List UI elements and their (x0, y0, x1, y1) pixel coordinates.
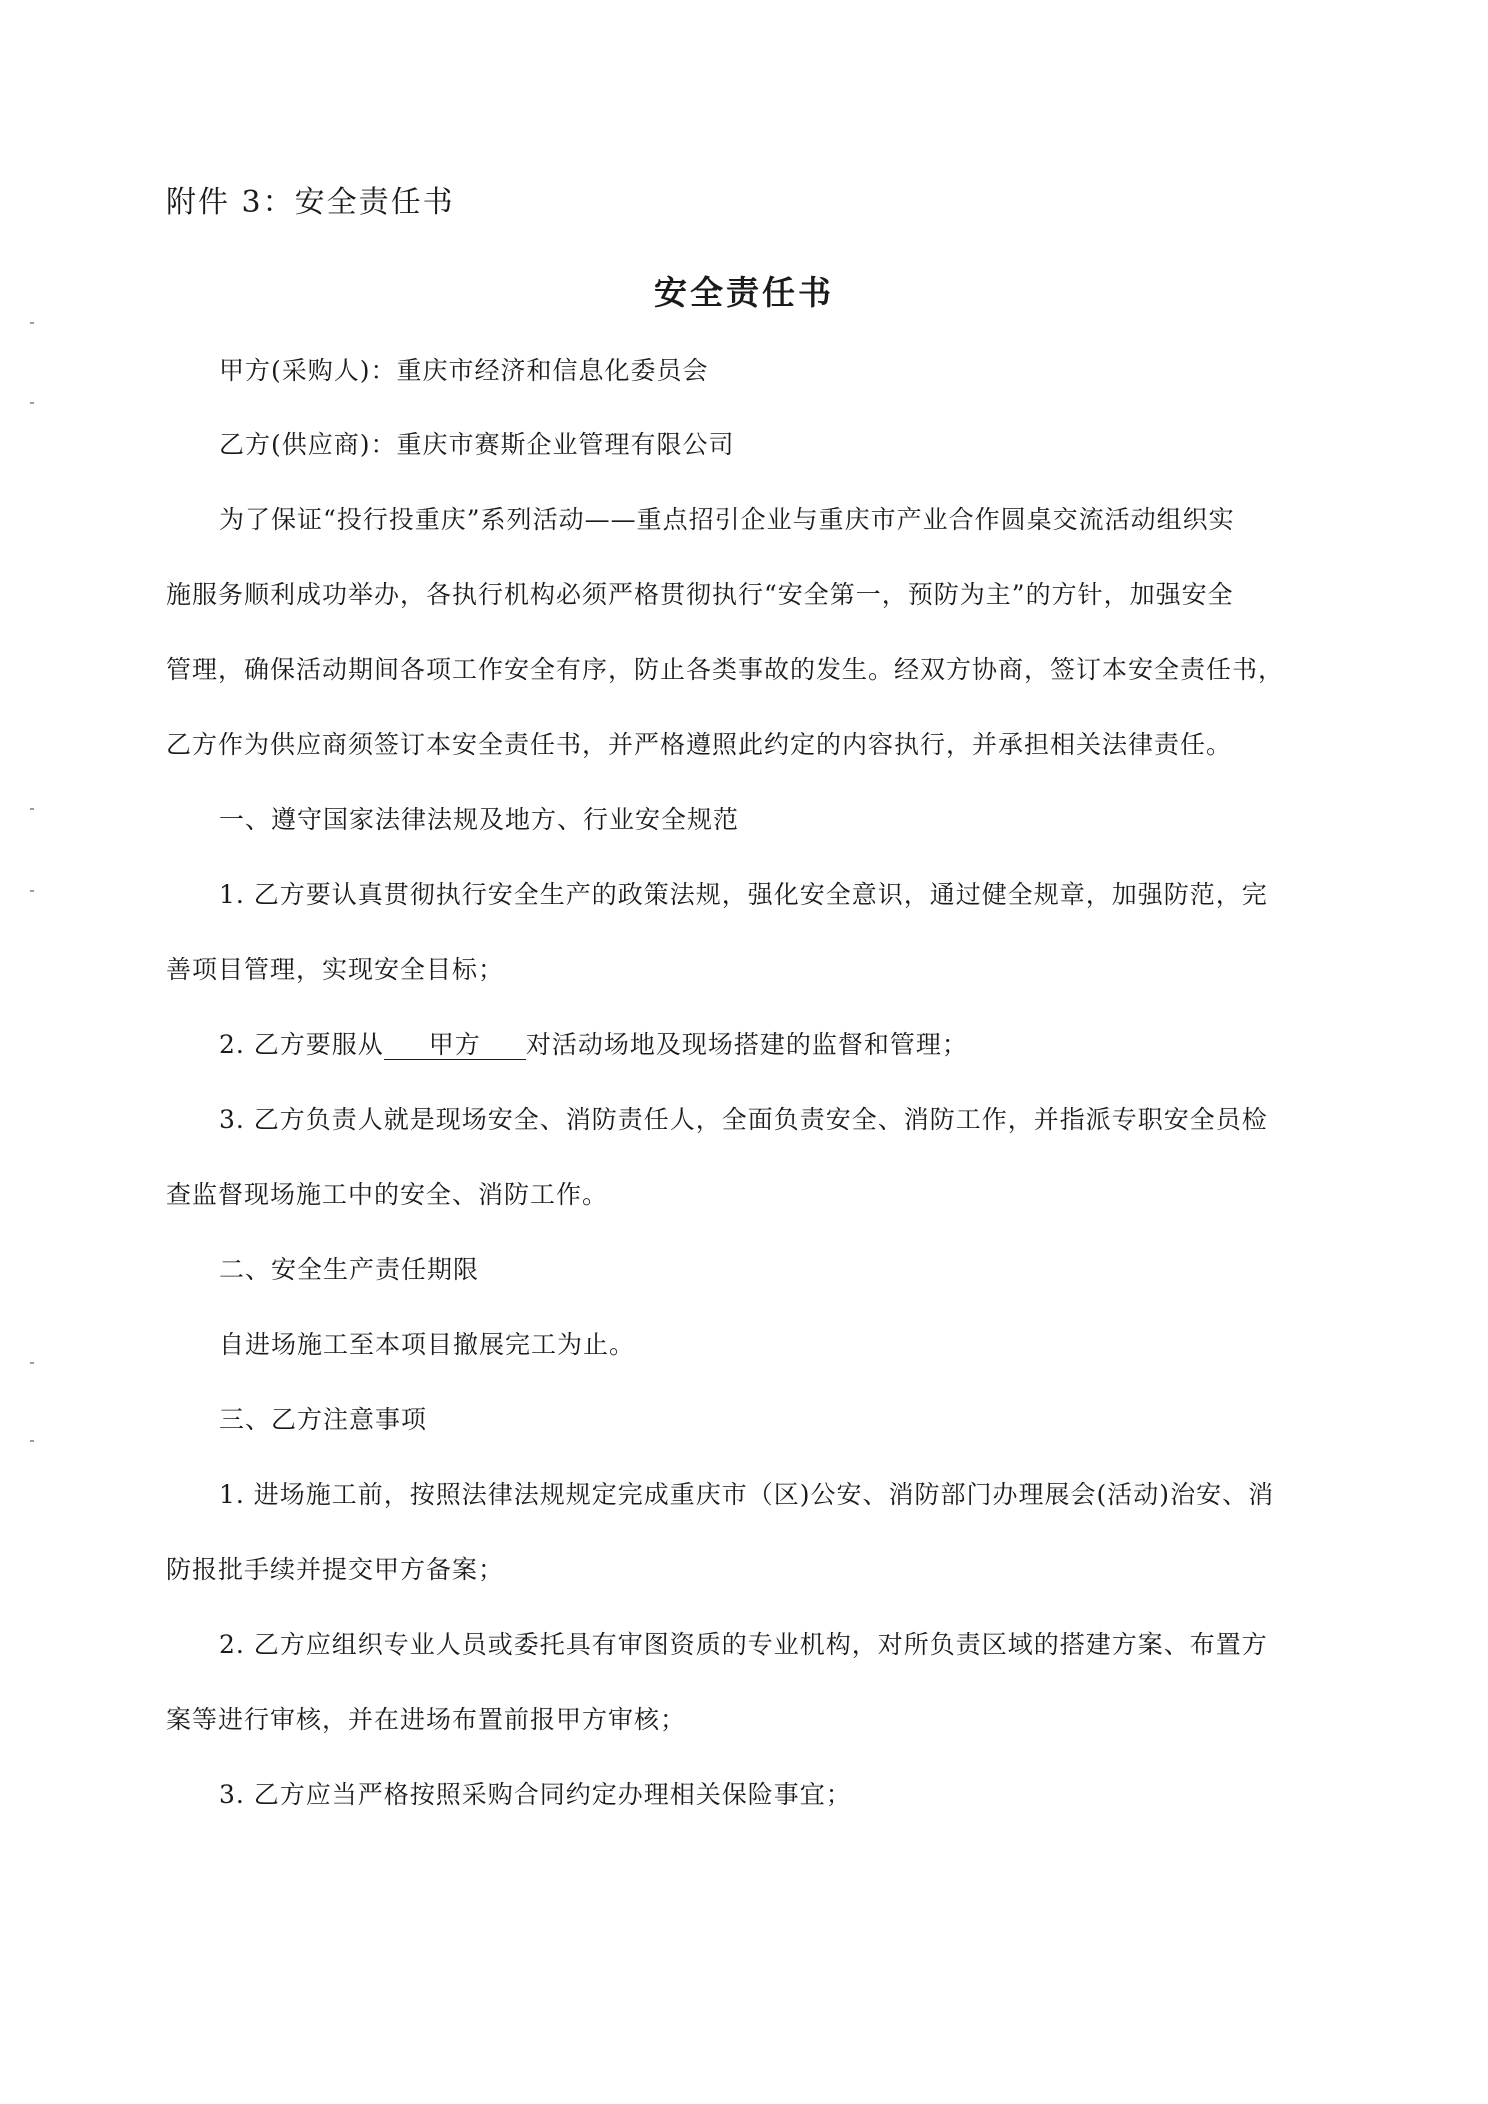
section1-item2-fill: 甲方 (384, 1031, 526, 1060)
intro-line-2: 施服务顺利成功举办，各执行机构必须严格贯彻执行“安全第一，预防为主”的方针，加强安全 (166, 580, 1234, 609)
scan-mark (30, 808, 34, 810)
section1-heading: 一、遵守国家法律法规及地方、行业安全规范 (219, 805, 740, 834)
section1-item3-line2: 查监督现场施工中的安全、消防工作。 (166, 1180, 609, 1209)
section1-item1-line1: 1. 乙方要认真贯彻执行安全生产的政策法规，强化安全意识，通过健全规章，加强防范，完 (219, 880, 1268, 909)
section1-item1-line2: 善项目管理，实现安全目标； (166, 955, 505, 984)
section3-item3: 3. 乙方应当严格按照采购合同约定办理相关保险事宜； (219, 1780, 852, 1809)
section1-item2 (219, 1028, 968, 1062)
intro-line-1: 为了保证“投行投重庆”系列活动——重点招引企业与重庆市产业合作圆桌交流活动组织实 (219, 505, 1235, 534)
scan-mark (30, 1440, 34, 1442)
party-b: 乙方(供应商)：重庆市赛斯企业管理有限公司 (219, 430, 735, 459)
section1-item2-suffix: 对活动场地及现场搭建的监督和管理； (525, 1030, 968, 1059)
section3-item2-line2: 案等进行审核，并在进场布置前报甲方审核； (166, 1705, 687, 1734)
section2-heading: 二、安全生产责任期限 (219, 1255, 480, 1284)
scan-mark (30, 890, 34, 892)
intro-line-3: 管理，确保活动期间各项工作安全有序，防止各类事故的发生。经双方协商，签订本安全责任书， (166, 655, 1285, 684)
scan-mark (30, 402, 34, 404)
section3-item1-line2: 防报批手续并提交甲方备案； (166, 1555, 505, 1584)
section3-item2-line1: 2. 乙方应组织专业人员或委托具有审图资质的专业机构，对所负责区域的搭建方案、布置方 (219, 1630, 1268, 1659)
section3-item1-line1: 1. 进场施工前，按照法律法规规定完成重庆市（区)公安、消防部门办理展会(活动)治安、消 (219, 1480, 1275, 1509)
section2-text: 自进场施工至本项目撤展完工为止。 (219, 1330, 636, 1359)
intro-line-4: 乙方作为供应商须签订本安全责任书，并严格遵照此约定的内容执行，并承担相关法律责任。 (166, 730, 1233, 759)
section1-item3-line1: 3. 乙方负责人就是现场安全、消防责任人，全面负责安全、消防工作，并指派专职安全员检 (219, 1105, 1268, 1134)
scan-mark (30, 322, 34, 324)
section1-item2-prefix: 2. 乙方要服从 (219, 1030, 384, 1059)
section3-heading: 三、乙方注意事项 (219, 1405, 428, 1434)
document-title: 安全责任书 (654, 273, 834, 312)
scan-mark (30, 1362, 34, 1364)
party-a: 甲方(采购人)：重庆市经济和信息化委员会 (219, 356, 709, 385)
attachment-label: 附件 3：安全责任书 (166, 185, 455, 220)
